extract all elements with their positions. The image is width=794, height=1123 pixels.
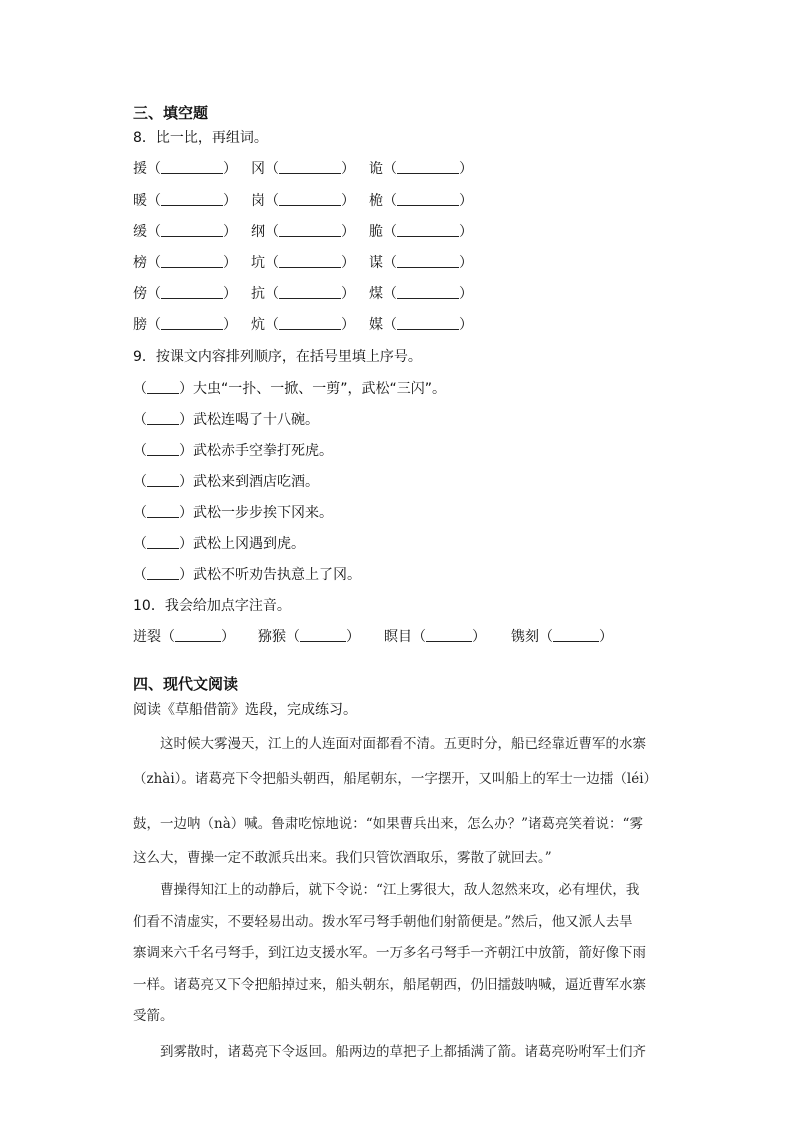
compare-item: 援（ ） bbox=[133, 161, 237, 177]
compare-item: 岗（ ） bbox=[251, 193, 355, 209]
section-heading-fill-in: 三、填空题 bbox=[133, 104, 209, 122]
answer-blank[interactable] bbox=[279, 285, 341, 299]
compare-item: 桅（ ） bbox=[369, 193, 473, 209]
order-blank[interactable] bbox=[147, 411, 179, 425]
compare-item: 诡（ ） bbox=[369, 161, 473, 177]
order-blank[interactable] bbox=[147, 442, 179, 456]
compare-item: 榜（ ） bbox=[133, 255, 237, 271]
passage-line: 们看不清虚实，不要轻易出动。拨水军弓弩手朝他们射箭便是。”然后，他又派人去旱 bbox=[133, 914, 633, 930]
reading-intro: 阅读《草船借箭》选段，完成练习。 bbox=[133, 702, 357, 718]
answer-blank[interactable] bbox=[397, 254, 459, 268]
pinyin-item: 迸裂（ ） bbox=[133, 629, 235, 645]
passage-line: 这么大，曹操一定不敢派兵出来。我们只管饮酒取乐，雾散了就回去。” bbox=[133, 850, 552, 866]
passage-line: 受箭。 bbox=[133, 1008, 174, 1024]
answer-blank[interactable] bbox=[161, 316, 223, 330]
compare-item: 缓（ ） bbox=[133, 224, 237, 240]
answer-blank[interactable] bbox=[161, 192, 223, 206]
passage-line: 这时候大雾漫天，江上的人连面对面都看不清。五更时分，船已经靠近曹军的水寨 bbox=[160, 736, 646, 752]
order-item: （ ）武松不听劝告执意上了冈。 bbox=[133, 567, 361, 583]
order-blank[interactable] bbox=[147, 566, 179, 580]
answer-blank[interactable] bbox=[397, 192, 459, 206]
passage-line: 到雾散时，诸葛亮下令返回。船两边的草把子上都插满了箭。诸葛亮吩咐军士们齐 bbox=[160, 1044, 646, 1060]
compare-item: 坑（ ） bbox=[251, 255, 355, 271]
order-item: （ ）武松一步步挨下冈来。 bbox=[133, 505, 333, 521]
answer-blank[interactable] bbox=[161, 160, 223, 174]
compare-item: 膀（ ） bbox=[133, 317, 237, 333]
answer-blank[interactable] bbox=[279, 254, 341, 268]
answer-blank[interactable] bbox=[161, 254, 223, 268]
passage-line: （zhài）。诸葛亮下令把船头朝西，船尾朝东，一字摆开，又叫船上的军士一边擂（léi） bbox=[133, 771, 658, 787]
answer-blank[interactable] bbox=[161, 223, 223, 237]
compare-item: 暖（ ） bbox=[133, 193, 237, 209]
pinyin-blank[interactable] bbox=[426, 628, 472, 642]
pinyin-item: 瞑目（ ） bbox=[384, 629, 486, 645]
order-blank[interactable] bbox=[147, 504, 179, 518]
section-heading-reading: 四、现代文阅读 bbox=[133, 675, 239, 693]
pinyin-blank[interactable] bbox=[300, 628, 346, 642]
question-9-prompt: 9．按课文内容排列顺序，在括号里填上序号。 bbox=[133, 349, 422, 365]
question-8-prompt: 8．比一比，再组词。 bbox=[133, 130, 268, 146]
passage-line: 寨调来六千名弓弩手，到江边支援水军。一万多名弓弩手一齐朝江中放箭，箭好像下雨 bbox=[133, 945, 646, 961]
answer-blank[interactable] bbox=[279, 223, 341, 237]
order-item: （ ）武松赤手空拳打死虎。 bbox=[133, 443, 333, 459]
compare-item: 媒（ ） bbox=[369, 317, 473, 333]
compare-item: 傍（ ） bbox=[133, 286, 237, 302]
answer-blank[interactable] bbox=[279, 316, 341, 330]
passage-line: 鼓，一边呐（nà）喊。鲁肃吃惊地说：“如果曹兵出来，怎么办？”诸葛亮笑着说：“雾 bbox=[133, 816, 643, 832]
order-blank[interactable] bbox=[147, 380, 179, 394]
answer-blank[interactable] bbox=[279, 192, 341, 206]
compare-item: 纲（ ） bbox=[251, 224, 355, 240]
answer-blank[interactable] bbox=[161, 285, 223, 299]
pinyin-blank[interactable] bbox=[175, 628, 221, 642]
answer-blank[interactable] bbox=[279, 160, 341, 174]
compare-item: 抗（ ） bbox=[251, 286, 355, 302]
question-10-prompt: 10．我会给加点字注音。 bbox=[133, 598, 291, 614]
passage-line: 曹操得知江上的动静后，就下令说：“江上雾很大，敌人忽然来攻，必有埋伏，我 bbox=[160, 882, 640, 898]
answer-blank[interactable] bbox=[397, 285, 459, 299]
compare-item: 煤（ ） bbox=[369, 286, 473, 302]
pinyin-item: 镌刻（ ） bbox=[511, 629, 613, 645]
order-item: （ ）武松来到酒店吃酒。 bbox=[133, 474, 319, 490]
answer-blank[interactable] bbox=[397, 316, 459, 330]
answer-blank[interactable] bbox=[397, 223, 459, 237]
compare-item: 炕（ ） bbox=[251, 317, 355, 333]
compare-item: 脆（ ） bbox=[369, 224, 473, 240]
order-blank[interactable] bbox=[147, 535, 179, 549]
order-item: （ ）武松上冈遇到虎。 bbox=[133, 536, 305, 552]
pinyin-blank[interactable] bbox=[553, 628, 599, 642]
compare-item: 冈（ ） bbox=[251, 161, 355, 177]
pinyin-item: 猕猴（ ） bbox=[258, 629, 360, 645]
order-item: （ ）大虫“一扑、一掀、一剪”，武松“三闪”。 bbox=[133, 381, 447, 397]
order-blank[interactable] bbox=[147, 473, 179, 487]
compare-item: 谋（ ） bbox=[369, 255, 473, 271]
passage-line: 一样。诸葛亮又下令把船掉过来，船头朝东，船尾朝西，仍旧擂鼓呐喊，逼近曹军水寨 bbox=[133, 977, 646, 993]
answer-blank[interactable] bbox=[397, 160, 459, 174]
order-item: （ ）武松连喝了十八碗。 bbox=[133, 412, 319, 428]
